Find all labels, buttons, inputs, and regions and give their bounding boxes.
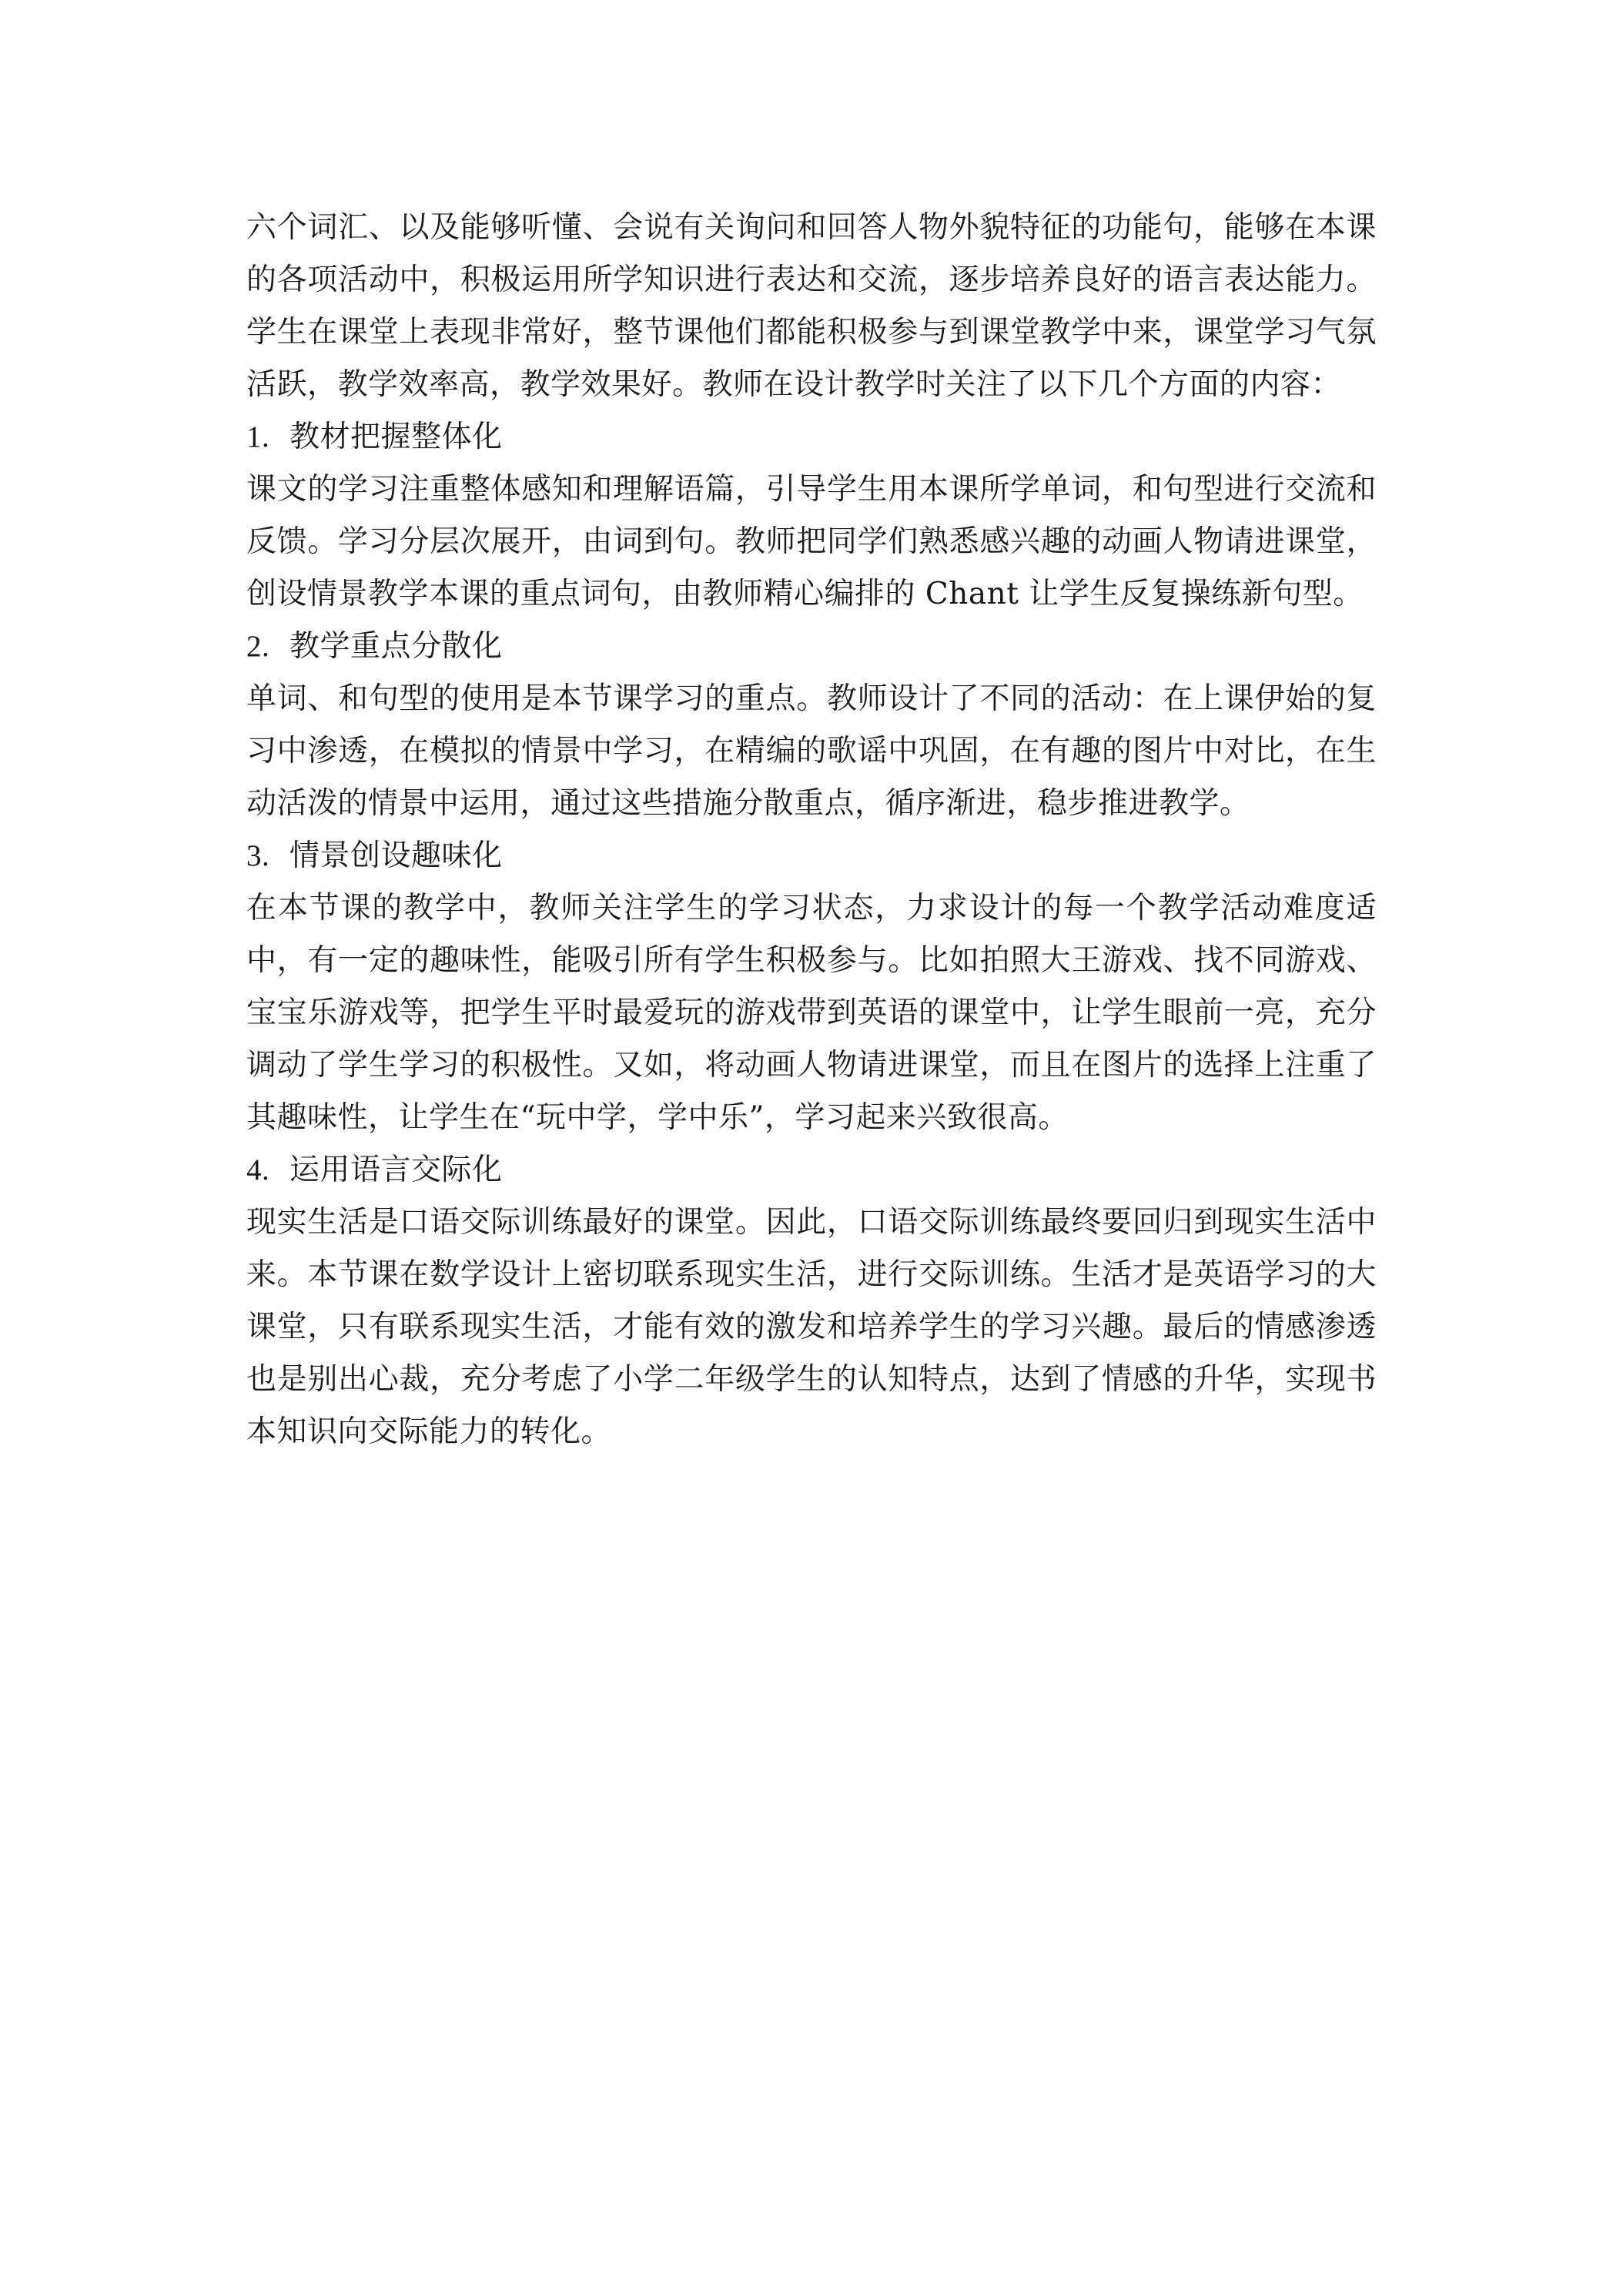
section-heading-4 bbox=[246, 1144, 1377, 1197]
section-heading-2 bbox=[246, 621, 1377, 673]
section-number: 1. bbox=[246, 420, 270, 454]
section-title: 情景创设趣味化 bbox=[289, 838, 503, 873]
section-number: 3. bbox=[246, 839, 270, 872]
section-heading-1 bbox=[246, 411, 1377, 464]
document-body bbox=[246, 202, 1377, 1458]
section-title: 教学重点分散化 bbox=[289, 629, 503, 664]
section-heading-3 bbox=[246, 830, 1377, 882]
section-number: 4. bbox=[246, 1153, 270, 1186]
section-body-2: 单词、和句型的使用是本节课学习的重点。教师设计了不同的活动：在上课伊始的复习中渗透，在模拟的情景中学习，在精编的歌谣中巩固，在有趣的图片中对比，在生动活泼的情景中运用，通过这些措施分散重点，循序渐进，稳步推进教学。 bbox=[246, 681, 1377, 821]
section-title: 运用语言交际化 bbox=[289, 1153, 503, 1187]
section-body-4: 现实生活是口语交际训练最好的课堂。因此，口语交际训练最终要回归到现实生活中来。本节课在数学设计上密切联系现实生活，进行交际训练。生活才是英语学习的大课堂，只有联系现实生活，才能有效的激发和培养学生的学习兴趣。最后的情感渗透也是别出心裁，充分考虑了小学二年级学生的认知特点，达到了情感的升华，实现书本知识向交际能力的转化。 bbox=[246, 1205, 1377, 1449]
section-number: 2. bbox=[246, 630, 270, 663]
intro-paragraph: 六个词汇、以及能够听懂、会说有关询问和回答人物外貌特征的功能句，能够在本课的各项活动中，积极运用所学知识进行表达和交流，逐步培养良好的语言表达能力。学生在课堂上表现非常好，整节课他们都能积极参与到课堂教学中来，课堂学习气氛活跃，教学效率高，教学效果好。教师在设计教学时关注了以下几个方面的内容： bbox=[246, 210, 1377, 402]
section-title: 教材把握整体化 bbox=[289, 420, 503, 454]
section-body-1: 课文的学习注重整体感知和理解语篇，引导学生用本课所学单词，和句型进行交流和反馈。学习分层次展开，由词到句。教师把同学们熟悉感兴趣的动画人物请进课堂，创设情景教学本课的重点词句，由教师精心编排的 Chant 让学生反复操练新句型。 bbox=[246, 472, 1377, 611]
section-body-3: 在本节课的教学中，教师关注学生的学习状态，力求设计的每一个教学活动难度适中，有一定的趣味性，能吸引所有学生积极参与。比如拍照大王游戏、找不同游戏、宝宝乐游戏等，把学生平时最爱玩的游戏带到英语的课堂中，让学生眼前一亮，充分调动了学生学习的积极性。又如，将动画人物请进课堂，而且在图片的选择上注重了其趣味性，让学生在“玩中学，学中乐”，学习起来兴致很高。 bbox=[246, 891, 1377, 1135]
